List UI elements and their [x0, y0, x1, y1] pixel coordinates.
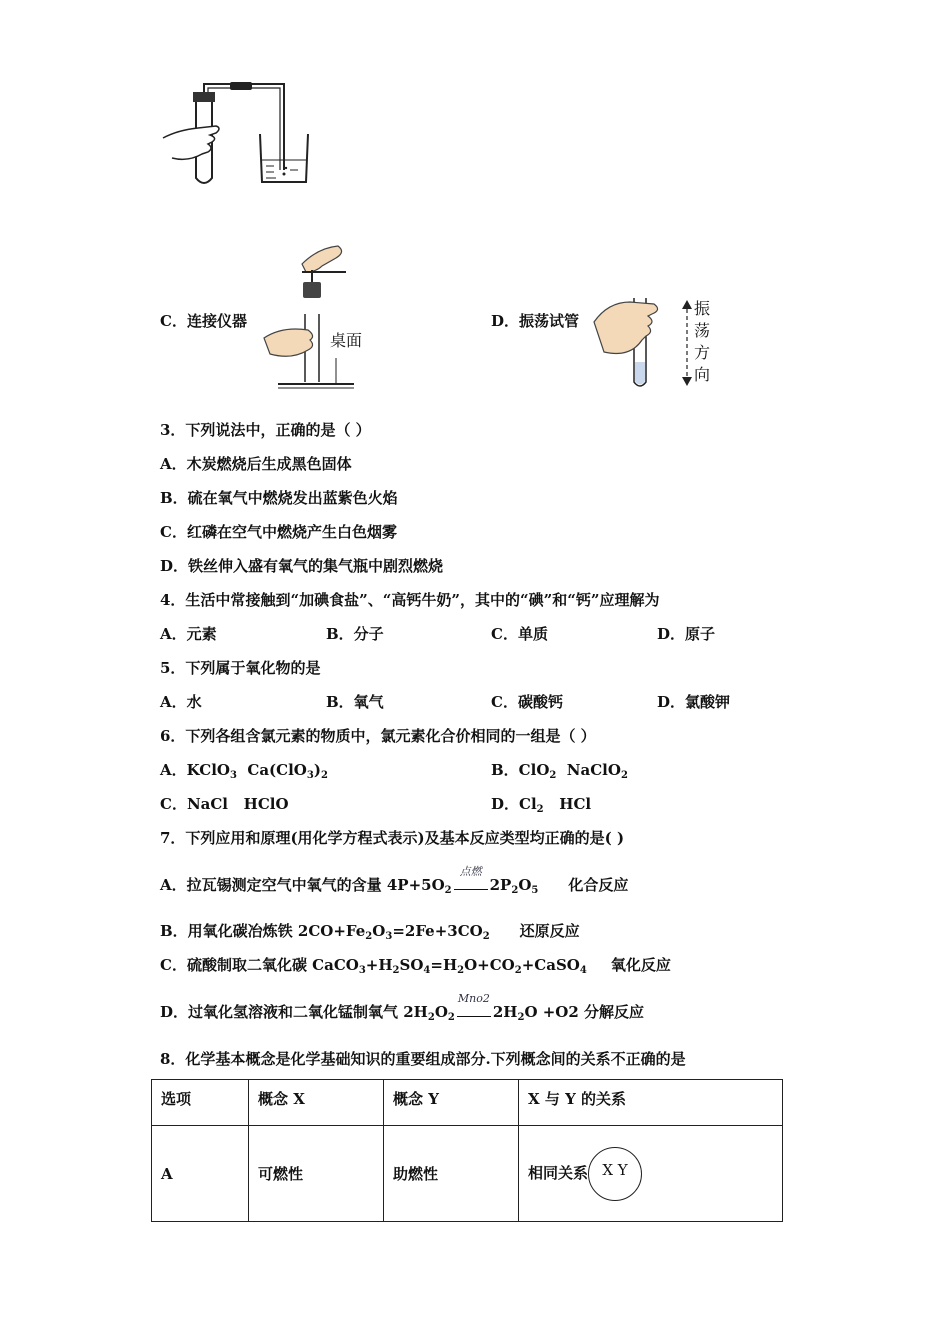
q4-option-d: D．原子: [657, 625, 716, 643]
q6-option-d: D．$Cl_2$ HCl: [491, 795, 592, 815]
connect-apparatus-figure: [262, 242, 358, 394]
question-6-stem: 6．下列各组含氯元素的物质中，氯元素化合价相同的一组是（ ）: [160, 727, 596, 745]
q3-option-b: B．硫在氧气中燃烧发出蓝紫色火焰: [160, 489, 398, 507]
shake-direction-arrow: [681, 300, 693, 386]
question-5-stem: 5．下列属于氧化物的是: [160, 659, 321, 677]
question-8-stem: 8．化学基本概念是化学基础知识的重要组成部分.下列概念间的关系不正确的是: [160, 1050, 686, 1068]
concept-relation-table: [151, 1079, 783, 1222]
gas-tightness-check-apparatus: [158, 78, 318, 190]
q4-option-b: B．分子: [326, 625, 384, 643]
q5-option-a: A．水: [160, 693, 202, 711]
q6-option-b: B．ClO$_2$ NaClO$_2$: [491, 761, 628, 781]
q7-option-a: A．拉瓦锡测定空气中氧气的含量 $4P+5O_2$ 点燃 $2P_2O_5$ 化合反应: [160, 865, 629, 896]
question-7-stem: 7．下列应用和原理(用化学方程式表示)及基本反应类型均正确的是( ): [160, 829, 625, 847]
header-relation: X 与 Y 的关系: [519, 1080, 783, 1126]
q6-option-c: C．NaCl HClO: [160, 795, 289, 813]
row-relation: 相同关系 X Y: [519, 1126, 783, 1222]
desk-label: 桌面: [330, 331, 363, 350]
option-d-label: D．振荡试管: [491, 312, 580, 330]
q7-option-d: D．过氧化氢溶液和二氧化锰制氧气 $2H_2O_2$ Mno2 $2H_2O +O2$ 分解反应: [160, 992, 645, 1023]
q5-option-c: C．碳酸钙: [491, 693, 563, 711]
q4-option-c: C．单质: [491, 625, 548, 643]
q3-option-d: D．铁丝伸入盛有氧气的集气瓶中剧烈燃烧: [160, 557, 444, 575]
relation-venn-diagram: X Y: [588, 1147, 642, 1201]
q3-option-a: A．木炭燃烧后生成黑色固体: [160, 455, 352, 473]
table-header-row: [152, 1080, 783, 1126]
question-3-stem: 3．下列说法中，正确的是（ ）: [160, 421, 371, 439]
reaction-condition-arrow: 点燃: [454, 880, 488, 890]
question-4-stem: 4．生活中常接触到“加碘食盐”、“高钙牛奶”，其中的“碘”和“钙”应理解为: [160, 591, 660, 609]
q6-option-a: A．KClO$_3$ $Ca(ClO_3)_2$: [160, 761, 328, 781]
q5-option-b: B．氧气: [326, 693, 384, 711]
header-concept-x: 概念 X: [249, 1080, 384, 1126]
q3-option-c: C．红磷在空气中燃烧产生白色烟雾: [160, 523, 397, 541]
row-concept-x: 可燃性: [249, 1126, 384, 1222]
header-option: 选项: [152, 1080, 249, 1126]
row-concept-y: 助燃性: [384, 1126, 519, 1222]
option-c-label: C．连接仪器: [160, 312, 247, 330]
shake-direction-label: 振 荡 方 向: [694, 299, 711, 384]
table-row: [152, 1126, 783, 1222]
row-option: A: [152, 1126, 249, 1222]
q5-option-d: D．氯酸钾: [657, 693, 731, 711]
q4-option-a: A．元素: [160, 625, 217, 643]
header-concept-y: 概念 Y: [384, 1080, 519, 1126]
q7-option-b: B．用氧化碳冶炼铁 $2CO+Fe_2O_3=2Fe+3CO_2$ 还原反应: [160, 922, 580, 942]
catalyst-condition-arrow: Mno2: [457, 1007, 491, 1017]
q7-option-c: C．硫酸制取二氧化碳 $CaCO_3+H_2SO_4=H_2O+CO_2+CaSO_4$ 氧化反应: [160, 956, 671, 976]
shake-test-tube-figure: [590, 292, 686, 392]
